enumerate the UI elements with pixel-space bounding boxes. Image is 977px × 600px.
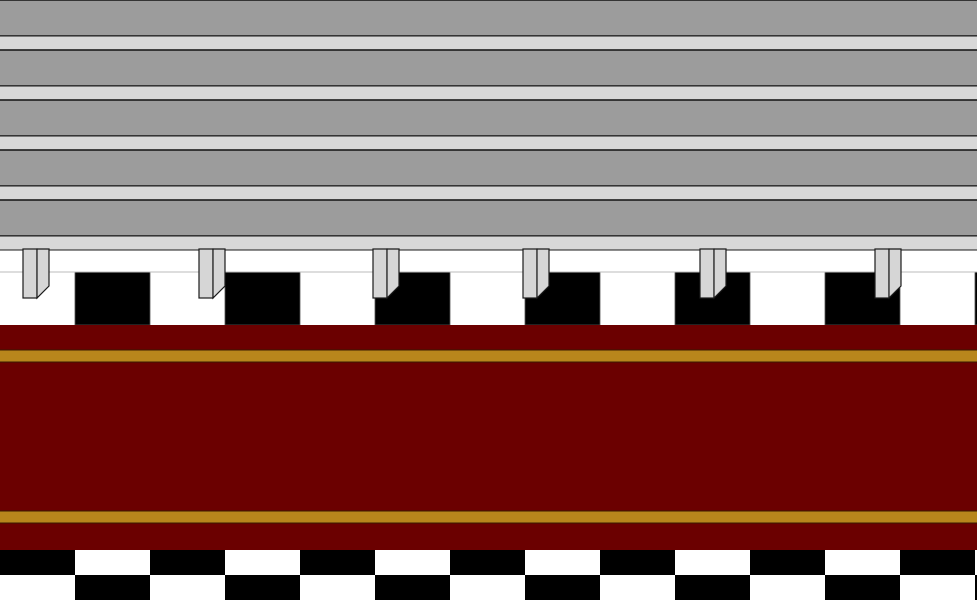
support-bracket bbox=[700, 249, 726, 298]
bracket-post bbox=[875, 249, 889, 298]
support-bracket bbox=[199, 249, 225, 298]
plank-roof bbox=[0, 0, 977, 250]
floor-tile-dark bbox=[75, 575, 150, 600]
support-bracket bbox=[23, 249, 49, 298]
floor-tile-dark bbox=[825, 575, 900, 600]
wall-tile-dark bbox=[75, 272, 150, 325]
red-carpet-runner bbox=[0, 325, 977, 550]
bracket-post bbox=[23, 249, 37, 298]
floor-tile-dark bbox=[225, 575, 300, 600]
roof-plank-gap bbox=[0, 236, 977, 250]
floor-tile-dark bbox=[0, 550, 75, 575]
roof-plank bbox=[0, 0, 977, 36]
floor-tile-dark bbox=[675, 575, 750, 600]
roof-plank-gap bbox=[0, 36, 977, 50]
floor-tile-dark bbox=[300, 550, 375, 575]
wall-tile-dark bbox=[225, 272, 300, 325]
roof-plank bbox=[0, 100, 977, 136]
support-bracket bbox=[373, 249, 399, 298]
floor-tile-dark bbox=[525, 575, 600, 600]
roof-plank-gap bbox=[0, 186, 977, 200]
roof-plank bbox=[0, 200, 977, 236]
roof-plank-gap bbox=[0, 86, 977, 100]
bracket-post bbox=[373, 249, 387, 298]
floor-tile-dark bbox=[900, 550, 975, 575]
carpet-gold-trim bbox=[0, 511, 977, 523]
support-bracket bbox=[875, 249, 901, 298]
checkered-wall bbox=[0, 248, 977, 326]
roof-plank bbox=[0, 150, 977, 186]
checkered-floor bbox=[0, 550, 977, 600]
bracket-post bbox=[700, 249, 714, 298]
floor-tile-dark bbox=[375, 575, 450, 600]
carpet-gold-trim bbox=[0, 350, 977, 362]
floor-tile-dark bbox=[600, 550, 675, 575]
bracket-post bbox=[523, 249, 537, 298]
floor-tile-dark bbox=[150, 550, 225, 575]
roof-plank bbox=[0, 50, 977, 86]
support-bracket bbox=[523, 249, 549, 298]
roof-plank-gap bbox=[0, 136, 977, 150]
floor-tile-dark bbox=[450, 550, 525, 575]
floor-tile-dark bbox=[750, 550, 825, 575]
bracket-post bbox=[199, 249, 213, 298]
